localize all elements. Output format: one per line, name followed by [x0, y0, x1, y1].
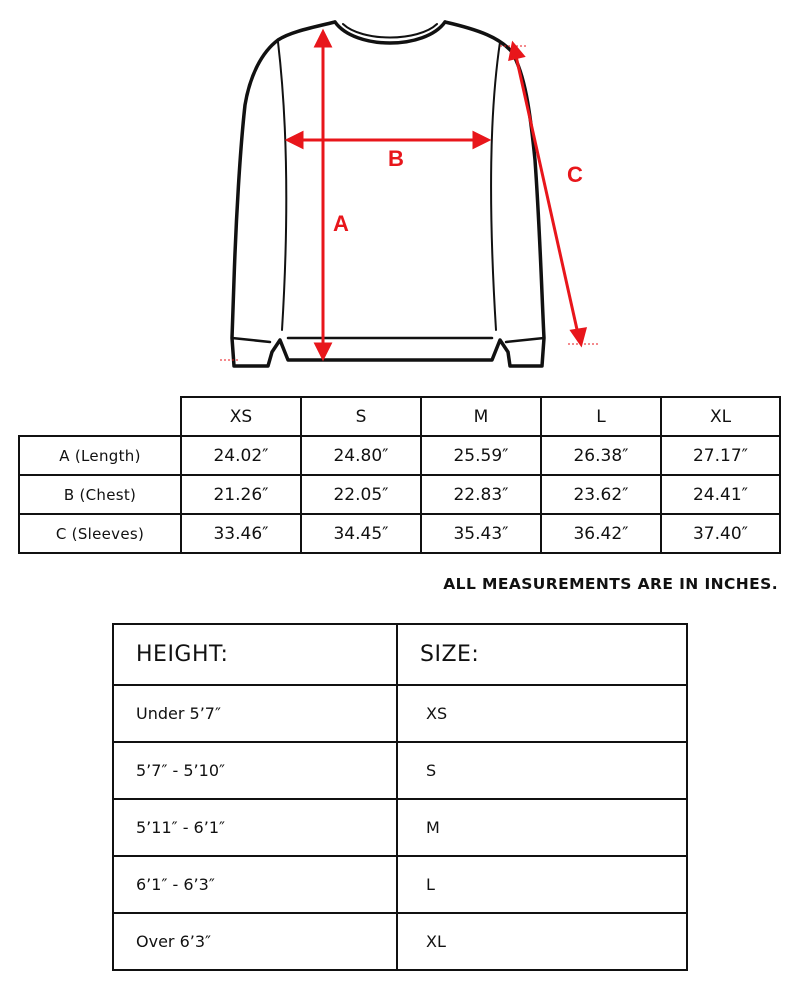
size-cell: L: [397, 856, 687, 913]
label-b: B: [388, 146, 404, 171]
height-cell: 5’11″ - 6’1″: [113, 799, 397, 856]
table-row: [113, 913, 687, 970]
table-row: [113, 742, 687, 799]
table-cell: 24.80″: [301, 436, 421, 475]
table-cell: 35.43″: [421, 514, 541, 553]
label-a: A: [333, 211, 349, 236]
size-header-l: L: [541, 397, 661, 436]
table-row: [19, 514, 780, 553]
row-label-chest: B (Chest): [19, 475, 181, 514]
size-guide-header-row: [113, 624, 687, 685]
row-label-sleeves: C (Sleeves): [19, 514, 181, 553]
sweatshirt-diagram: [0, 0, 800, 380]
size-guide-table: [112, 623, 688, 971]
measurement-header-row: [19, 397, 780, 436]
measurement-unit-note: ALL MEASUREMENTS ARE IN INCHES.: [443, 575, 778, 593]
height-column-header: HEIGHT:: [113, 624, 397, 685]
table-cell: 22.05″: [301, 475, 421, 514]
table-cell: 24.02″: [181, 436, 301, 475]
height-cell: 5’7″ - 5’10″: [113, 742, 397, 799]
header-blank-cell: [19, 397, 181, 436]
size-header-xl: XL: [661, 397, 780, 436]
size-header-xs: XS: [181, 397, 301, 436]
table-row: [19, 436, 780, 475]
table-cell: 27.17″: [661, 436, 780, 475]
label-c: C: [567, 162, 583, 187]
height-cell: Over 6’3″: [113, 913, 397, 970]
size-header-m: M: [421, 397, 541, 436]
table-cell: 34.45″: [301, 514, 421, 553]
table-row: [113, 856, 687, 913]
sweatshirt-illustration: [0, 0, 800, 380]
table-cell: 26.38″: [541, 436, 661, 475]
table-cell: 36.42″: [541, 514, 661, 553]
height-cell: 6’1″ - 6’3″: [113, 856, 397, 913]
table-cell: 25.59″: [421, 436, 541, 475]
table-cell: 24.41″: [661, 475, 780, 514]
table-cell: 22.83″: [421, 475, 541, 514]
measurement-table: [18, 396, 781, 554]
height-cell: Under 5’7″: [113, 685, 397, 742]
size-header-s: S: [301, 397, 421, 436]
size-cell: M: [397, 799, 687, 856]
sweatshirt-outline: [232, 22, 544, 366]
arrow-c: [516, 56, 578, 334]
table-cell: 21.26″: [181, 475, 301, 514]
size-column-header: SIZE:: [397, 624, 687, 685]
collar: [335, 22, 445, 43]
right-cuff: [506, 338, 544, 342]
table-row: [19, 475, 780, 514]
size-cell: XS: [397, 685, 687, 742]
table-cell: 23.62″: [541, 475, 661, 514]
size-cell: S: [397, 742, 687, 799]
table-cell: 37.40″: [661, 514, 780, 553]
left-cuff: [232, 338, 270, 342]
size-cell: XL: [397, 913, 687, 970]
row-label-length: A (Length): [19, 436, 181, 475]
table-row: [113, 799, 687, 856]
table-row: [113, 685, 687, 742]
table-cell: 33.46″: [181, 514, 301, 553]
